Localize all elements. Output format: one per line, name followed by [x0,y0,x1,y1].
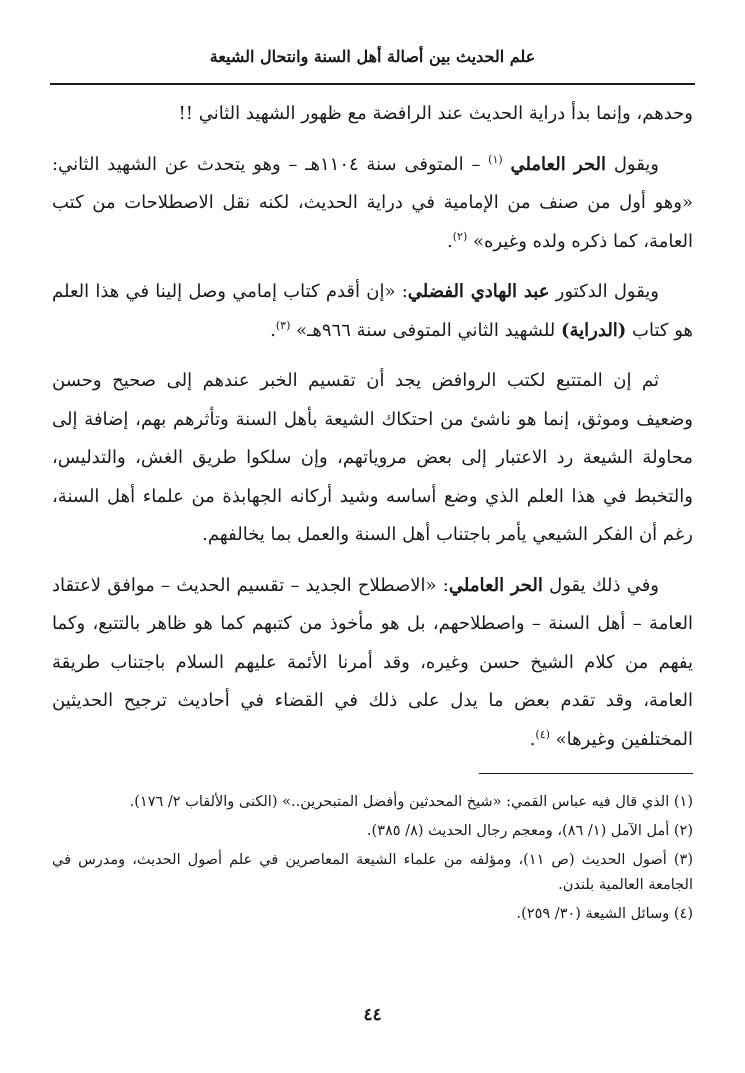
paragraph-3-text-b: : «إن أقدم كتاب إمامي وصل إلينا في هذا العلم هو كتاب [52,281,693,341]
book-title-diraya: (الدراية) [561,319,627,341]
paragraph-2-end: . [446,230,453,252]
page-number: ٤٤ [363,1005,382,1025]
author-name-hurr-amili: الحر العاملي [510,153,607,175]
footnote-4: (٤) وسائل الشيعة (٣٠/ ٢٥٩). [516,906,693,922]
paragraph-gap [52,350,693,362]
paragraph-3 [52,273,693,350]
paragraph-3-text-a: ويقول الدكتور [549,281,659,302]
footnote-ref-3[interactable]: (٣) [275,318,291,332]
footnote-ref-4[interactable]: (٤) [535,727,550,741]
paragraph-gap [52,261,693,273]
paragraph-5 [52,567,693,760]
paragraph-4: ثم إن المتتبع لكتب الروافض يجد أن تقسيم الخبر عندهم إلى صحيح وحسن وضعيف وموثق، إنما هو ناشئ من احتكاك الشيعة بأهل السنة وتأثرهم بهم، إضافة إلى محاولة الشيعة رد الاعتبار إلى بعض مروياتهم، وإن سلكوا طريق الغش، والتدليس، والتخبط في هذا العلم الذي وضع أساسه وشيد أركانه الجهابذة من علماء أهل السنة، رغم أن الفكر الشيعي يأمر باجتناب أهل السنة والعمل بما يخالفهم. [52,370,693,545]
footnote-2: (٢) أمل الآمل (١/ ٨٦)، ومعجم رجال الحديث (٨/ ٣٨٥). [366,823,693,839]
paragraph-3-text-c: للشهيد الثاني المتوفى سنة ٩٦٦هـ» [296,319,561,341]
header-rule [50,83,695,85]
footnotes [52,790,693,931]
footnote-3: (٣) أصول الحديث (ص ١١)، ومؤلفه من علماء الشيعة المعاصرين في علم أصول الحديث، ومدرس في الجامعة العالمية بلندن. [52,852,693,893]
footnote-1: (١) الذي قال فيه عباس القمي: «شيخ المحدثين وأفضل المتبحرين..» (الكنى والألقاب ٢/ ١٧٦). [129,794,693,810]
footnote-ref-1[interactable]: (١) [488,152,503,166]
paragraph-gap [52,555,693,567]
paragraph-2 [52,146,693,262]
paragraph-2-text-b: – المتوفى سنة ١١٠٤هـ – وهو يتحدث عن الشهيد الثاني: «وهو أول من صنف من الإمامية في دراية الحديث، لكنه نقل الاصطلاحات من كتب العامة، كما ذكره ولده وغيره» [52,153,693,252]
paragraph-5-text-b: : «الاصطلاح الجديد – تقسيم الحديث – موافق لاعتقاد العامة – أهل السنة – واصطلاحهم، بل هو مأخوذ من كتبهم كما هو ظاهر بالتتبع، وكما يفهم من كلام الشيخ حسن وغيره، وقد أمرنا الأئمة عليهم السلام باجتناب طريقة العامة، وقد تقدم بعض ما يدل على ذلك في القضاء في أحاديث ترجيح الحديثين المختلفين وغيرها» [52,574,693,750]
paragraph-gap [52,134,693,146]
paragraph-5-text-a: وفي ذلك يقول [542,574,659,596]
body-text [52,95,693,759]
paragraph-5-end: . [529,728,536,750]
footnote-separator [479,773,693,774]
paragraph-1: وحدهم، وإنما بدأ دراية الحديث عند الرافضة مع ظهور الشهيد الثاني !! [178,103,693,124]
paragraph-2-text-a: ويقول [606,153,660,175]
paragraph-3-end: . [270,319,276,341]
author-name-hurr-amili: الحر العاملي [448,574,543,596]
author-name-fadli: عبد الهادي الفضلي [407,281,550,302]
running-title: علم الحديث بين أصالة أهل السنة وانتحال الشيعة [209,47,536,66]
footnote-ref-2[interactable]: (٢) [452,229,468,243]
